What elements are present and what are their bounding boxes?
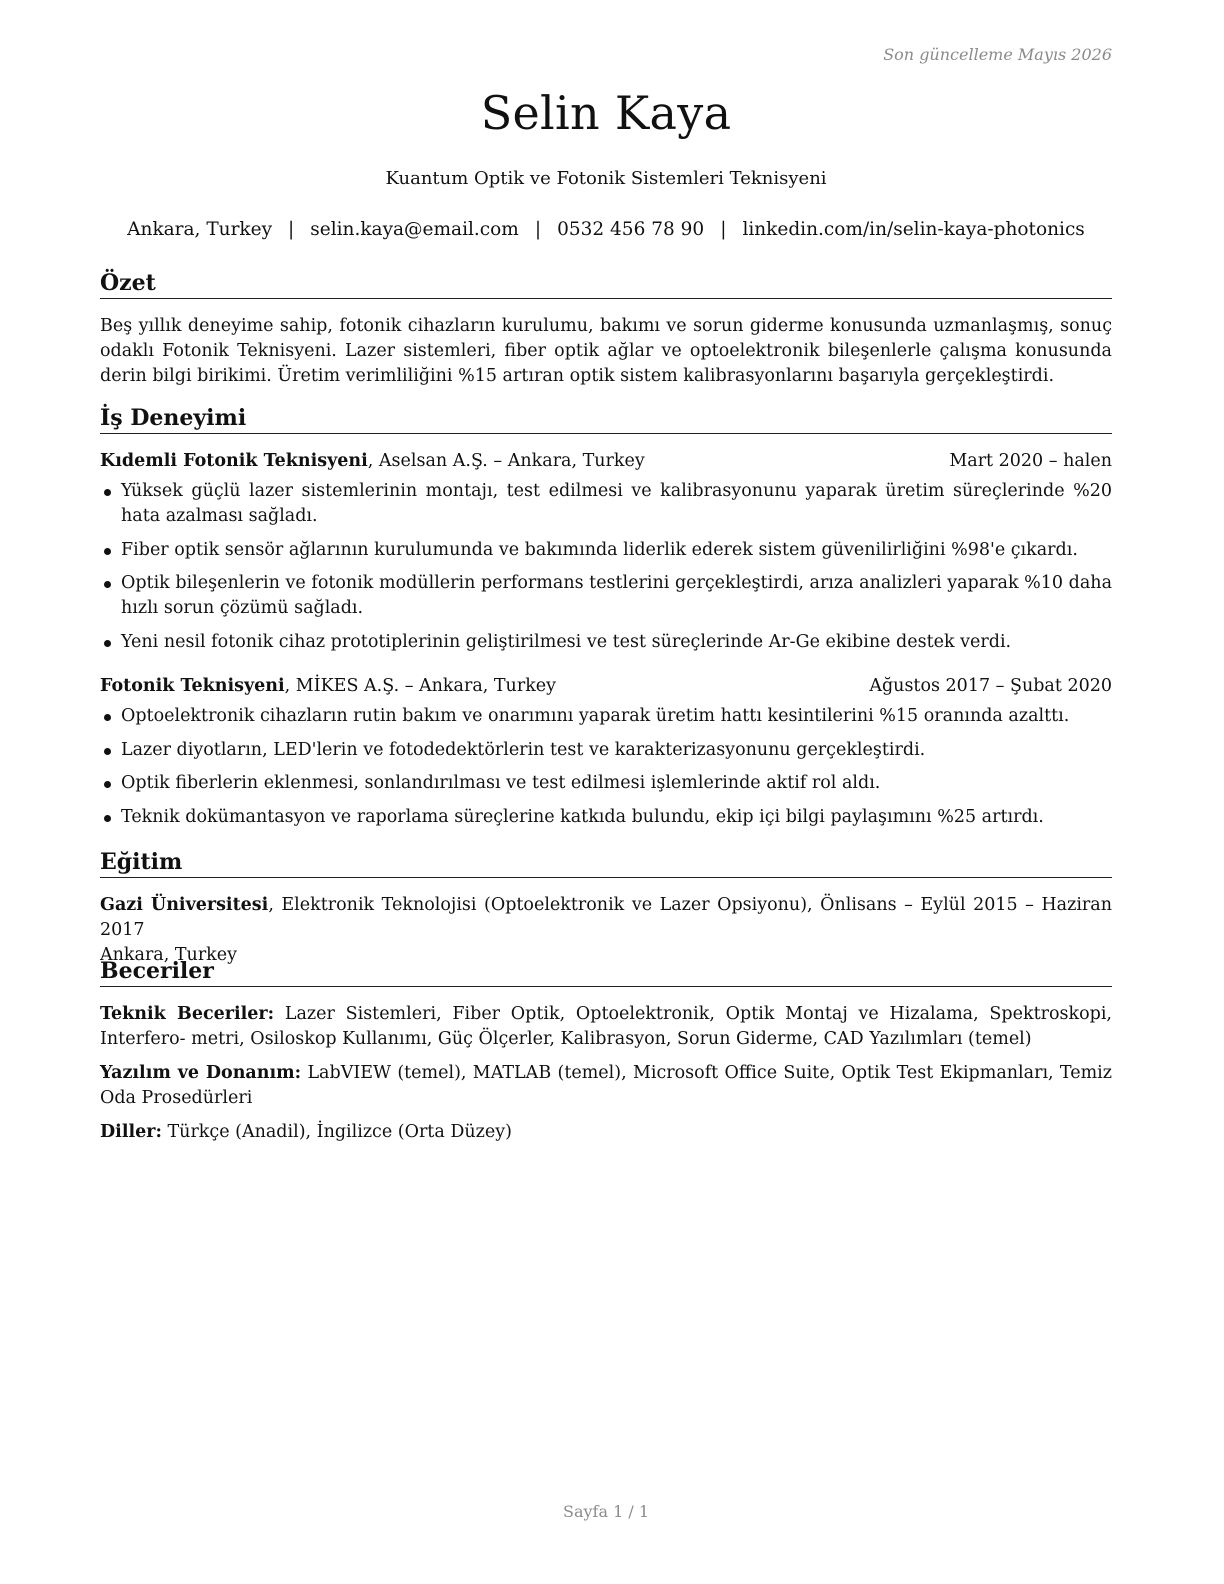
bullet-icon [104, 714, 111, 721]
skill-group [100, 1002, 1112, 1052]
bullet-text: Teknik dokümantasyon ve raporlama süreçlerine katkıda bulundu, ekip içi bilgi paylaşımını %25 artırdı. [121, 806, 1044, 827]
skill-group-label: Diller: [100, 1122, 162, 1142]
bullet-text: Yeni nesil fotonik cihaz prototiplerinin geliştirilmesi ve test süreçlerinde Ar-Ge ekibine destek verdi. [121, 631, 1012, 652]
candidate-name: Selin Kaya [480, 86, 732, 140]
page-number: Sayfa 1 / 1 [562, 1502, 649, 1521]
bullet-icon [104, 489, 111, 496]
last-updated: Son güncelleme Mayıs 2026 [883, 45, 1112, 64]
contact-separator: | [288, 219, 295, 240]
job-header [100, 674, 1112, 699]
resume-page [100, 0, 1112, 1584]
bullet-icon [104, 815, 111, 822]
job-dates: Ağustos 2017 – Şubat 2020 [869, 676, 1112, 696]
job-header [100, 449, 1112, 474]
contact-line [100, 219, 1112, 240]
bullet-text: Optik bileşenlerin ve fotonik modüllerin performans testlerini gerçekleştirdi, arıza analizleri yaparak %10 daha hızlı sorun çözümü sağladı. [121, 573, 1112, 618]
section-title-skills: Beceriler [100, 958, 1112, 987]
headline: Kuantum Optik ve Fotonik Sistemleri Teknisyeni [385, 168, 827, 189]
skill-group-text: Türkçe (Anadil), İngilizce (Orta Düzey) [161, 1122, 512, 1142]
contact-location: Ankara, Turkey [127, 219, 273, 240]
job-company: , Aselsan A.Ş. – Ankara, Turkey [367, 451, 645, 471]
education-location: Ankara, Turkey [100, 945, 238, 965]
job-role: Fotonik Teknisyeni [100, 676, 285, 696]
list-item [100, 630, 1112, 655]
bullet-icon [104, 748, 111, 755]
skill-group [100, 1061, 1112, 1111]
contact-email[interactable]: selin.kaya@email.com [310, 219, 519, 240]
job-company: , MİKES A.Ş. – Ankara, Turkey [284, 676, 557, 696]
job-bullets [100, 704, 1112, 838]
education-entry [100, 893, 1112, 968]
bullet-icon [104, 548, 111, 555]
skill-group-text: LabVIEW (temel), MATLAB (temel), Microsoft Office Suite, Optik Test Ekipmanları, Temiz Oda Prosedürleri [100, 1063, 1112, 1108]
skill-group-text: Lazer Sistemleri, Fiber Optik, Optoelektronik, Optik Montaj ve Hizalama, Spektroskopi, Interfero- metri, Osiloskop Kullanımı, Güç Ölçerler, Kalibrasyon, Sorun Giderme, CAD Yazılımları (temel) [100, 1004, 1112, 1049]
contact-phone: 0532 456 78 90 [557, 219, 705, 240]
list-item [100, 771, 1112, 796]
bullet-text: Optoelektronik cihazların rutin bakım ve onarımını yaparak üretim hattı kesintilerini %15 oranında azalttı. [121, 706, 1070, 726]
list-item [100, 538, 1112, 563]
list-item [100, 805, 1112, 830]
bullet-text: Yüksek güçlü lazer sistemlerinin montajı, test edilmesi ve kalibrasyonunu yaparak üretim süreçlerinde %20 hata azalması sağladı. [121, 481, 1112, 526]
job-bullets [100, 479, 1112, 663]
job-dates: Mart 2020 – halen [949, 451, 1112, 471]
bullet-text: Fiber optik sensör ağlarının kurulumunda ve bakımında liderlik ederek sistem güvenilirliğini %98'e çıkardı. [121, 539, 1078, 560]
bullet-icon [104, 781, 111, 788]
summary-text: Beş yıllık deneyime sahip, fotonik cihazların kurulumu, bakımı ve sorun giderme konusunda uzmanlaşmış, sonuç odaklı Fotonik Teknisyeni. Lazer sistemleri, fiber optik ağlar ve optoelektronik bileşenlerle çalışma konusunda derin bilgi birikimi. Üretim verimliliğini %15 artıran optik sistem kalibrasyonlarını başarıyla gerçekleştirdi. [100, 316, 1112, 386]
skill-group [100, 1120, 1112, 1145]
list-item [100, 704, 1112, 729]
list-item [100, 571, 1112, 621]
education-details: , Elektronik Teknolojisi (Optoelektronik ve Lazer Opsiyonu), Önlisans – Eylül 2015 – Haziran 2017 [100, 895, 1112, 940]
contact-separator: | [534, 219, 542, 240]
section-title-education: Eğitim [100, 849, 1112, 878]
bullet-text: Lazer diyotların, LED'lerin ve fotodedektörlerin test ve karakterizasyonunu gerçekleştirdi. [121, 739, 926, 760]
list-item [100, 479, 1112, 529]
school-name: Gazi Üniversitesi [100, 895, 269, 915]
section-title-summary: Özet [100, 270, 1112, 299]
contact-separator: | [720, 219, 727, 240]
skill-group-label: Teknik Beceriler: [100, 1004, 275, 1024]
section-title-experience: İş Deneyimi [100, 405, 1112, 434]
job-role: Kıdemli Fotonik Teknisyeni [100, 451, 368, 471]
bullet-icon [104, 640, 111, 647]
bullet-text: Optik fiberlerin eklenmesi, sonlandırılması ve test edilmesi işlemlerinde aktif rol aldı. [121, 773, 881, 793]
list-item [100, 738, 1112, 763]
contact-linkedin[interactable]: linkedin.com/in/selin-kaya-photonics [742, 219, 1085, 240]
skill-group-label: Yazılım ve Donanım: [100, 1063, 302, 1083]
bullet-icon [104, 581, 111, 588]
